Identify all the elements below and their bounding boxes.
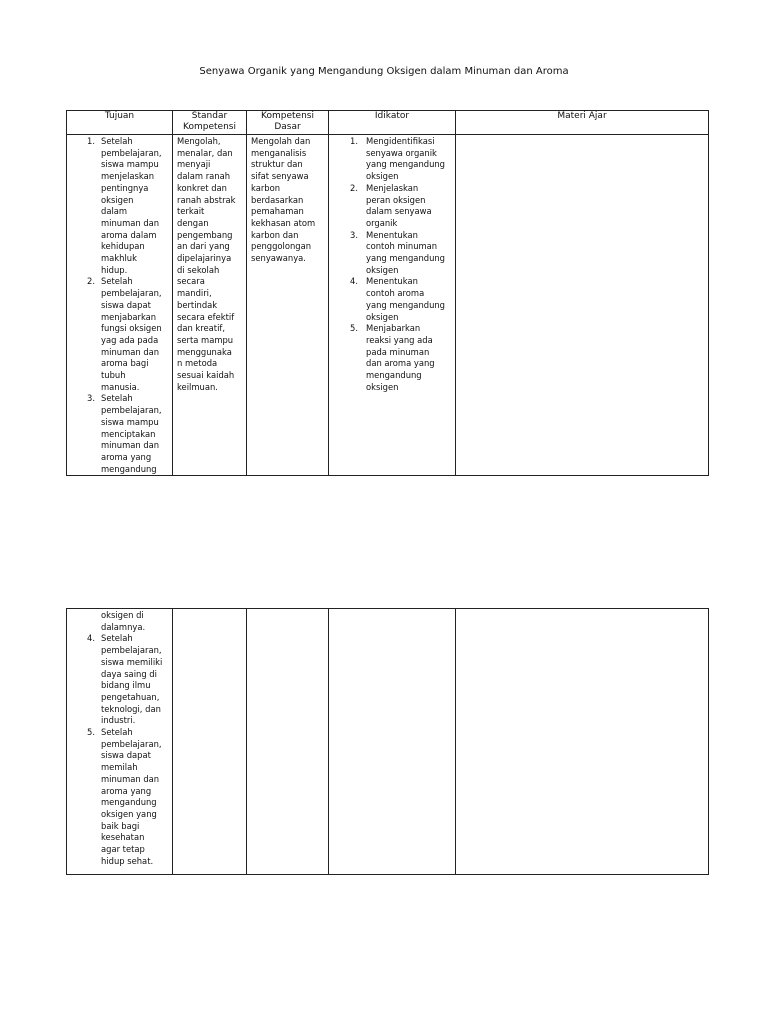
indikator-item [329,230,453,277]
tujuan-number: 2. [87,276,95,287]
indikator-text: Menentukan contoh aroma yang mengandung oksigen [366,276,445,322]
indikator-cell [329,135,456,476]
kompetensi-dasar-text: Mengolah dan menganalisis struktur dan sifat senyawa karbon berdasarkan pemahaman kekhasan atom karbon dan penggolongan senyawanya. [251,136,316,264]
materi-ajar-cell-continued [456,609,709,875]
tujuan-item [67,393,170,475]
indikator-number: 5. [350,323,358,334]
tujuan-cell-continued [67,609,173,875]
tujuan-item [67,727,170,867]
header-kompetensi-dasar: Kompetensi Dasar [247,111,329,135]
indikator-text: Menjabarkan reaksi yang ada pada minuman dan aroma yang mengandung oksigen [366,323,435,392]
indikator-item [329,323,453,393]
indikator-number: 4. [350,276,358,287]
standar-kompetensi-text: Mengolah, menalar, dan menyaji dalam ranah konkret dan ranah abstrak terkait dengan pengembang an dari yang dipelajarinya di sekolah secara mandiri, bertindak secara efektif dan kreatif, serta mampu menggunaka n metoda sesuai kaidah keilmuan. [177,136,236,392]
tujuan-continuation-text: oksigen di dalamnya. [101,610,146,632]
indikator-item [329,183,453,230]
lesson-plan-table-part-2 [66,608,709,875]
header-standar-kompetensi: Standar Kompetensi [173,111,247,135]
tujuan-item [67,633,170,727]
header-materi-ajar: Materi Ajar [456,111,709,135]
tujuan-text: Setelah pembelajaran, siswa dapat memilah minuman dan aroma yang mengandung oksigen yang baik bagi kesehatan agar tetap hidup sehat. [101,727,162,866]
tujuan-list-continued [67,633,172,867]
materi-ajar-text [456,135,708,136]
standar-kompetensi-cell [173,135,247,476]
indikator-number: 3. [350,229,358,240]
tujuan-text: Setelah pembelajaran, siswa memiliki daya saing di bidang ilmu pengetahuan, teknologi, dan industri. [101,633,163,726]
header-indikator: Idikator [329,111,456,135]
tujuan-item [67,136,170,276]
tujuan-number: 1. [87,136,95,146]
indikator-item [329,136,453,183]
document-title: Senyawa Organik yang Mengandung Oksigen dalam Minuman dan Aroma [199,66,569,77]
kompetensi-dasar-cell-continued [247,609,329,875]
indikator-cell-continued [329,609,456,875]
tujuan-cell [67,135,173,476]
indikator-text: Menentukan contoh minuman yang mengandung oksigen [366,229,445,275]
lesson-plan-table-part-1 [66,110,709,476]
tujuan-text: Setelah pembelajaran, siswa dapat menjabarkan fungsi oksigen yag ada pada minuman dan aroma bagi tubuh manusia. [101,276,162,392]
standar-kompetensi-cell-continued [173,609,247,875]
indikator-text: Mengidentifikasi senyawa organik yang mengandung oksigen [366,136,445,182]
table-body-row [67,135,709,476]
indikator-number: 1. [350,136,358,146]
indikator-list [329,135,455,393]
tujuan-number: 4. [87,633,95,644]
tujuan-number: 5. [87,727,95,738]
kompetensi-dasar-cell [247,135,329,476]
header-tujuan: Tujuan [67,111,173,135]
tujuan-list [67,135,172,475]
tujuan-number: 3. [87,393,95,404]
indikator-text: Menjelaskan peran oksigen dalam senyawa organik [366,182,432,228]
indikator-number: 2. [350,182,358,193]
tujuan-text: Setelah pembelajaran, siswa mampu menciptakan minuman dan aroma yang mengandung [101,393,162,474]
tujuan-text: Setelah pembelajaran, siswa mampu menjelaskan pentingnya oksigen dalam minuman dan aroma dalam kehidupan makhluk hidup. [101,136,162,275]
tujuan-item [67,276,170,393]
table-body-row-continued [67,609,709,875]
indikator-item [329,276,453,323]
materi-ajar-cell [456,135,709,476]
table-header-row [67,111,709,135]
